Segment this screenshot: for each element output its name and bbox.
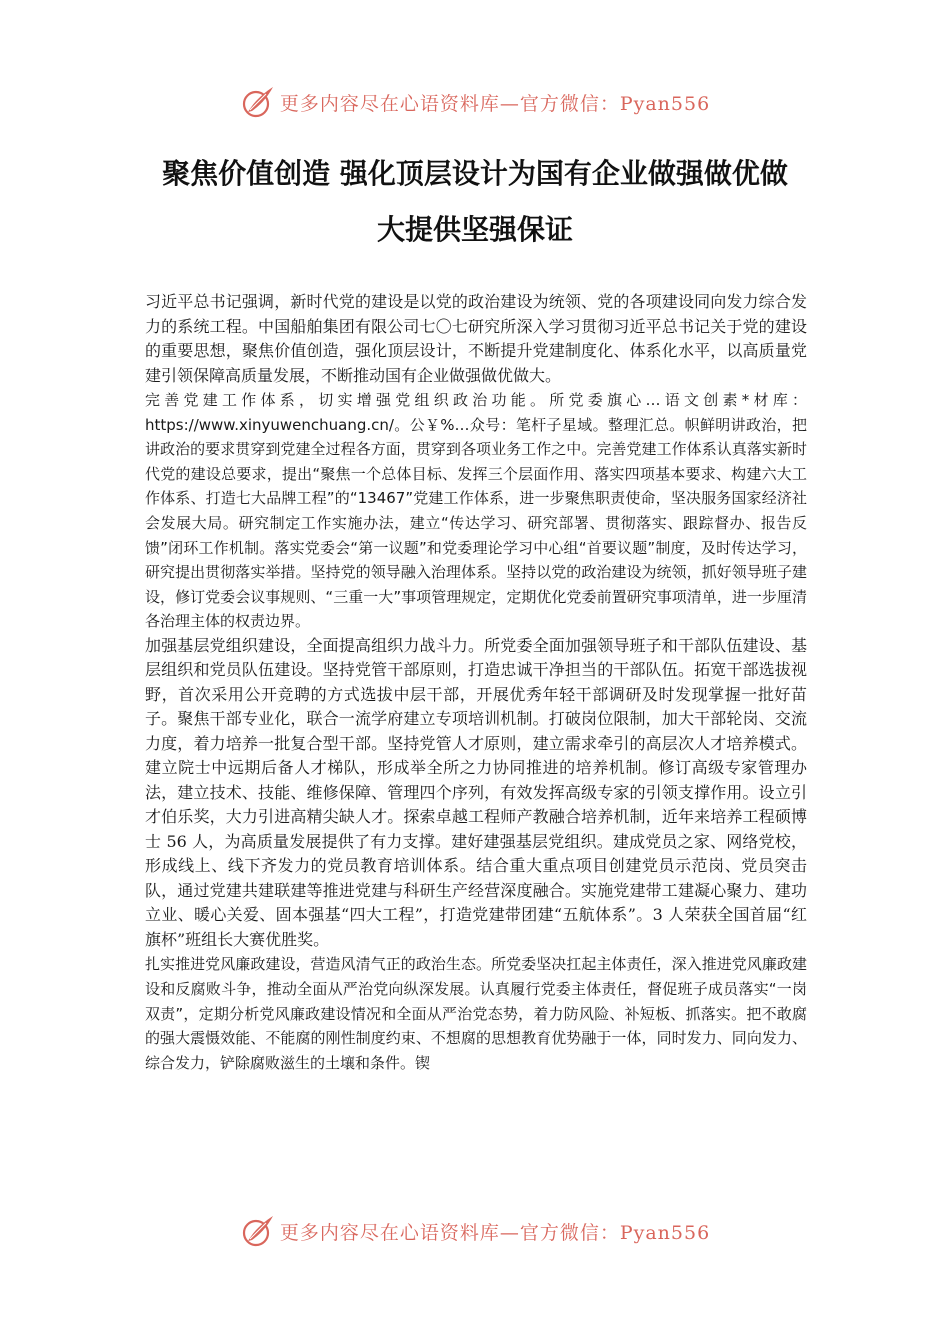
watermark-text: 更多内容尽在心语资料库—官方微信：Pyan556 [279, 92, 711, 115]
paragraph-party-system: 完善党建工作体系，切实增强党组织政治功能。所党委旗心…语文创素*材库：https://www.xinyuwenchuang.cn/。公￥%…众号：笔杆子星域。整理汇总。帜鲜明讲政治，把讲政治的要求贯穿到党建全过程各方面，贯穿到各项业务工作之中。完善党建工作体系认真落实新时代党的建设总要求，提出“聚焦一个总体目标、发挥三个层面作用、落实四项基本要求、构建六大工作体系、打造七大品牌工程”的“13467”党建工作体系，进一步聚焦职责使命，坚决服务国家经济社会发展大局。研究制定工作实施办法，建立“传达学习、研究部署、贯彻落实、跟踪督办、报告反馈”闭环工作机制。落实党委会“第一议题”和党委理论学习中心组“首要议题”制度，及时传达学习，研究提出贯彻落实举措。坚持党的领导融入治理体系。坚持以党的政治建设为统领，抓好领导班子建设，修订党委会议事规则、“三重一大”事项管理规定，定期优化党委前置研究事项清单，进一步厘清各治理主体的权责边界。 [145, 391, 807, 631]
article-body [145, 290, 807, 1190]
title-line-1: 聚焦价值创造 强化顶层设计为国有企业做强做优做 [162, 157, 788, 190]
watermark-text: 更多内容尽在心语资料库—官方微信：Pyan556 [279, 1221, 711, 1244]
paragraph-grassroots: 加强基层党组织建设，全面提高组织力战斗力。所党委全面加强领导班子和干部队伍建设、基层组织和党员队伍建设。坚持党管干部原则，打造忠诚干净担当的干部队伍。拓宽干部选拔视野，首次采用公开竞聘的方式选拔中层干部，开展优秀年轻干部调研及时发现掌握一批好苗子。聚焦干部专业化，联合一流学府建立专项培训机制。打破岗位限制，加大干部轮岗、交流力度，着力培养一批复合型干部。坚持党管人才原则，建立需求牵引的高层次人才培养模式。建立院士中远期后备人才梯队，形成举全所之力协同推进的培养机制。修订高级专家管理办法，建立技术、技能、维修保障、管理四个序列，有效发挥高级专家的引领支撑作用。设立引才伯乐奖，大力引进高精尖缺人才。探索卓越工程师产教融合培养机制，近年来培养工程硕博士 56 人，为高质量发展提供了有力支撑。建好建强基层党组织。建成党员之家、网络党校，形成线上、线下齐发力的党员教育培训体系。结合重大重点项目创建党员示范岗、党员突击队，通过党建共建联建等推进党建与科研生产经营深度融合。实施党建带工建凝心聚力、建功立业、暖心关爱、固本强基“四大工程”，打造党建带团建“五航体系”。3 人荣获全国首届“红旗杯”班组长大赛优胜奖。 [145, 635, 807, 949]
quill-logo-icon [240, 1213, 276, 1249]
paragraph-integrity: 扎实推进党风廉政建设，营造风清气正的政治生态。所党委坚决扛起主体责任，深入推进党风廉政建设和反腐败斗争，推动全面从严治党向纵深发展。认真履行党委主体责任，督促班子成员落实“一岗双责”，定期分析党风廉政建设情况和全面从严治党态势，着力防风险、补短板、抓落实。把不敢腐的强大震慑效能、不能腐的刚性制度约束、不想腐的思想教育优势融于一体，同时发力、同向发力、综合发力，铲除腐败滋生的土壤和条件。锲 [145, 955, 807, 1072]
page-title [95, 146, 855, 258]
watermark-header [0, 82, 950, 122]
paragraph-intro: 习近平总书记强调，新时代党的建设是以党的政治建设为统领、党的各项建设同向发力综合发力的系统工程。中国船舶集团有限公司七〇七研究所深入学习贯彻习近平总书记关于党的建设的重要思想，聚焦价值创造，强化顶层设计，不断提升党建制度化、体系化水平，以高质量党建引领保障高质量发展，不断推动国有企业做强做优做大。 [145, 292, 807, 385]
quill-logo-icon [240, 84, 276, 120]
watermark-footer [0, 1211, 950, 1251]
title-line-2: 大提供坚强保证 [376, 213, 573, 246]
